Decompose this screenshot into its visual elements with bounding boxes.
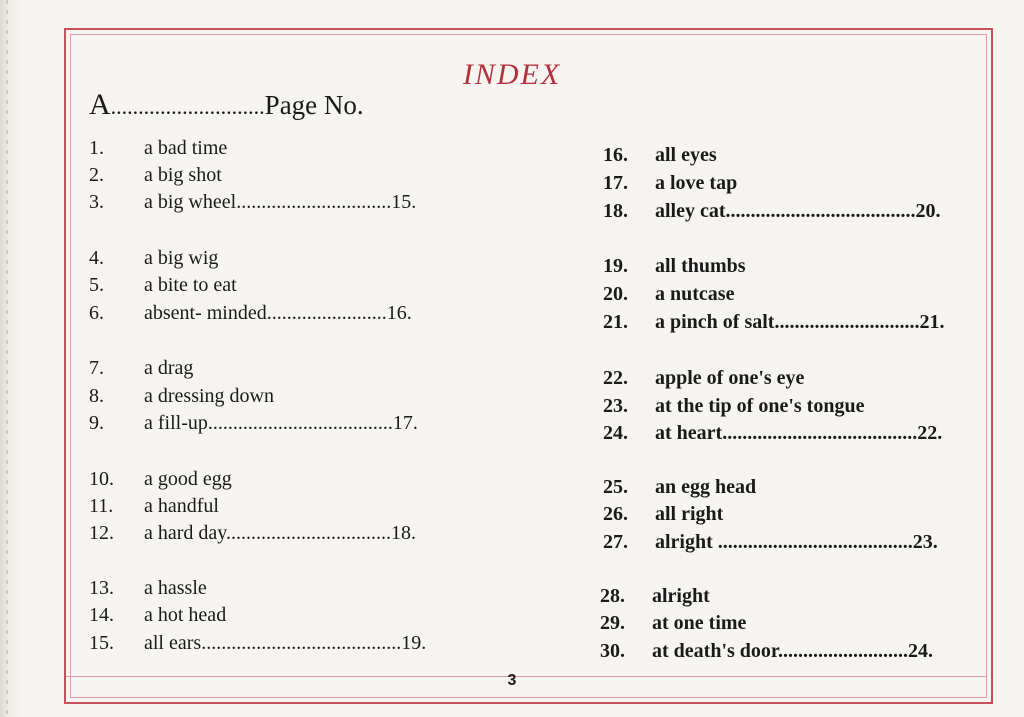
entry-text: all thumbs — [655, 255, 746, 277]
entry-text: a hassle — [144, 577, 207, 599]
entry-text: all ears........................................19. — [144, 632, 427, 654]
entry-text: alley cat......................................20. — [655, 200, 941, 222]
entry-text: at one time — [652, 612, 747, 634]
entry-number: 28. — [600, 585, 625, 607]
entry-text: a pinch of salt.............................21. — [655, 311, 945, 333]
entry-text: a big wheel...............................15. — [144, 191, 417, 213]
entry-number: 18. — [603, 200, 628, 222]
entry-number: 9. — [89, 412, 104, 434]
entry-number: 26. — [603, 503, 628, 525]
entry-number: 15. — [89, 632, 114, 654]
entry-text: at death's door..........................24. — [652, 640, 933, 662]
entry-text: a love tap — [655, 172, 738, 194]
heading-page-no-label: Page No. — [264, 90, 364, 120]
page-number: 3 — [507, 672, 517, 689]
entry-number: 27. — [603, 531, 628, 553]
heading-dots: ............................ — [110, 94, 265, 119]
entry-text: absent- minded........................16. — [144, 302, 412, 324]
entry-text: alright — [652, 585, 710, 607]
entry-text: a bite to eat — [144, 274, 237, 296]
entry-number: 25. — [603, 476, 628, 498]
entry-text: all right — [655, 503, 724, 525]
book-binding-edge — [0, 0, 22, 717]
entry-number: 3. — [89, 191, 104, 213]
entry-number: 17. — [603, 172, 628, 194]
entry-text: at heart.......................................22. — [655, 422, 943, 444]
entry-text: a fill-up.....................................17. — [144, 412, 418, 434]
entry-text: a dressing down — [144, 385, 274, 407]
entry-text: a good egg — [144, 468, 232, 490]
entry-text: alright .......................................23. — [655, 531, 938, 553]
entry-number: 20. — [603, 283, 628, 305]
entry-number: 2. — [89, 164, 104, 186]
entry-text: apple of one's eye — [655, 367, 805, 389]
entry-number: 6. — [89, 302, 104, 324]
entry-number: 11. — [89, 495, 114, 517]
entry-text: all eyes — [655, 144, 717, 166]
entry-text: a drag — [144, 357, 194, 379]
entry-number: 16. — [603, 144, 628, 166]
entry-number: 29. — [600, 612, 625, 634]
entry-text: a big wig — [144, 247, 219, 269]
entry-text: a bad time — [144, 137, 228, 159]
entry-text: an egg head — [655, 476, 757, 498]
entry-number: 7. — [89, 357, 104, 379]
entry-number: 30. — [600, 640, 625, 662]
entry-text: a big shot — [144, 164, 222, 186]
column-heading — [89, 88, 364, 122]
entry-number: 23. — [603, 395, 628, 417]
entry-number: 8. — [89, 385, 104, 407]
entry-number: 12. — [89, 522, 114, 544]
entry-number: 19. — [603, 255, 628, 277]
entry-number: 24. — [603, 422, 628, 444]
heading-letter: A — [89, 88, 111, 121]
entry-number: 21. — [603, 311, 628, 333]
entry-number: 5. — [89, 274, 104, 296]
entry-number: 1. — [89, 137, 104, 159]
entry-number: 13. — [89, 577, 114, 599]
entry-number: 4. — [89, 247, 104, 269]
entry-text: a hot head — [144, 604, 227, 626]
entry-text: a hard day.................................18. — [144, 522, 416, 544]
page-title: INDEX — [462, 58, 562, 91]
entry-text: a nutcase — [655, 283, 735, 305]
entry-number: 22. — [603, 367, 628, 389]
entry-number: 10. — [89, 468, 114, 490]
entry-number: 14. — [89, 604, 114, 626]
entry-text: a handful — [144, 495, 219, 517]
entry-text: at the tip of one's tongue — [655, 395, 865, 417]
